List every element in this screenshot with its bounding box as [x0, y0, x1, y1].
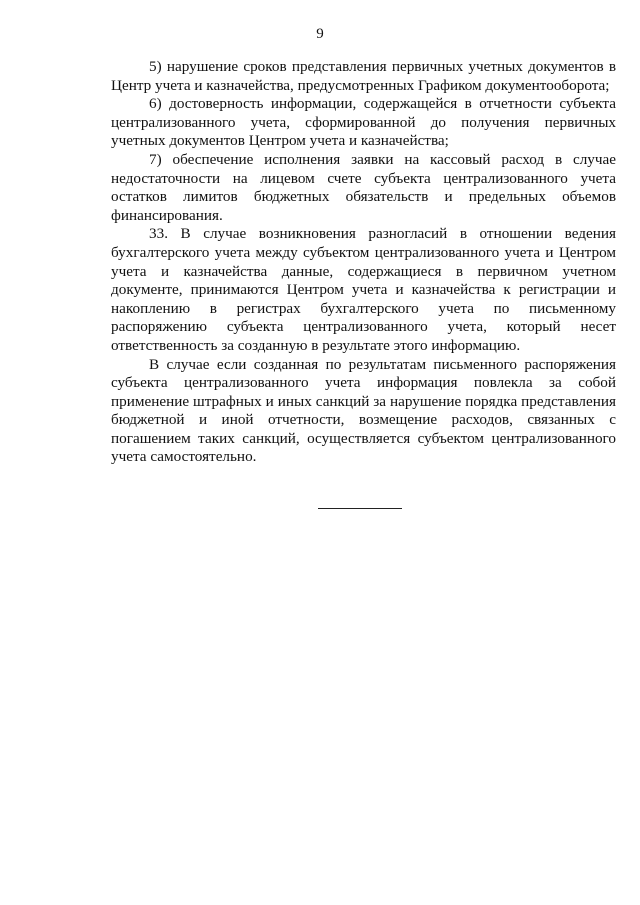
- end-divider-line: [318, 508, 402, 509]
- paragraph-item-6: 6) достоверность информации, содержащейся в отчетности субъекта централизованного учета, сформированной до получения первичных учетных документов Центром учета и казначейства;: [111, 95, 616, 150]
- page-number: 9: [316, 26, 324, 42]
- paragraph-sanctions: В случае если созданная по результатам письменного распоряжения субъекта централизованного учета информация повлекла за собой применение штрафных и иных санкций за нарушение порядка представления бюджетной и иной отчетности, возмещение расходов, связанных с погашением таких санкций, осуществляется субъектом централизованного учета самостоятельно.: [111, 355, 616, 466]
- paragraph-item-7: 7) обеспечение исполнения заявки на кассовый расход в случае недостаточности на лицевом счете субъекта централизованного учета остатков лимитов бюджетных обязательств и предельных объемов финансирования.: [111, 150, 616, 224]
- paragraph-item-5: 5) нарушение сроков представления первичных учетных документов в Центр учета и казначейства, предусмотренных Графиком документооборота;: [111, 58, 616, 94]
- paragraph-clause-33: 33. В случае возникновения разногласий в отношении ведения бухгалтерского учета между субъектом централизованного учета и Центром учета и казначейства данные, содержащиеся в первичном учетном документе, принимаются Центром учета и казначейства к регистрации и накоплению в регистрах бухгалтерского учета по письменному распоряжению субъекта централизованного учета, который несет ответственность за созданную в результате этого информацию.: [111, 225, 616, 354]
- document-body: [111, 58, 616, 467]
